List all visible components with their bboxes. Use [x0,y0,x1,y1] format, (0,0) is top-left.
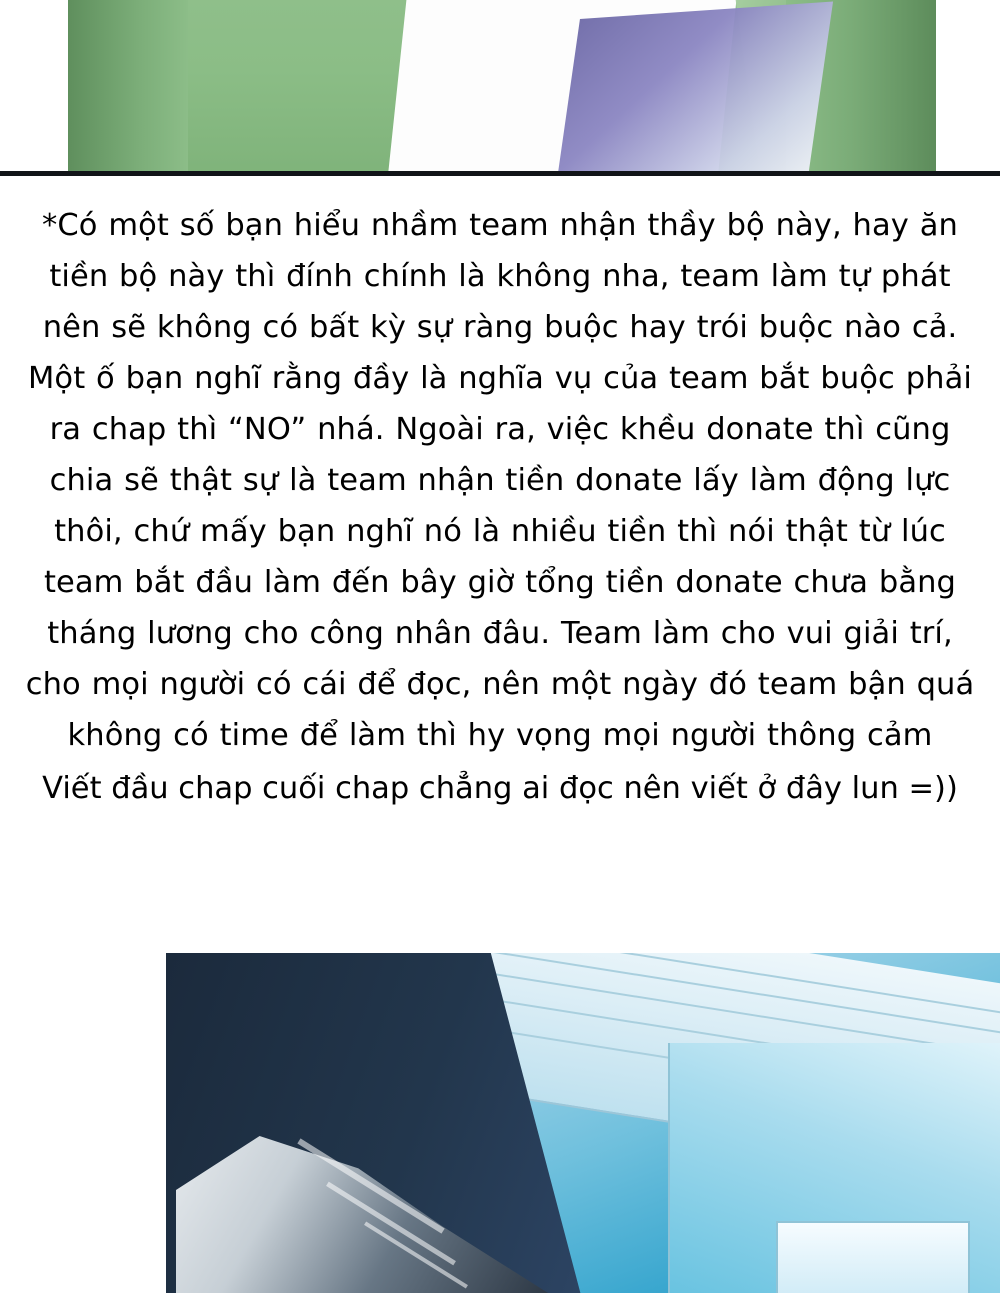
bottom-panel-wall [668,1043,1000,1293]
translator-note [0,182,1000,942]
translator-note-paragraph: *Có một số bạn hiểu nhầm team nhận thầy bộ này, hay ăn tiền bộ này thì đính chính là không nha, team làm tự phát nên sẽ không có bất kỳ sự ràng buộc hay trói buộc nào cả. Một ố bạn nghĩ rằng đầy là nghĩa vụ của team bắt buộc phải ra chap thì “NO” nhá. Ngoài ra, việc khều donate thì cũng chia sẽ thật sự là team nhận tiền donate lấy làm động lực thôi, chứ mấy bạn nghĩ nó là nhiều tiền thì nói thật từ lúc team bắt đầu làm đến bây giờ tổng tiền donate chưa bằng tháng lương cho công nhân đâu. Team làm cho vui giải trí, cho mọi người có cái để đọc, nên một ngày đó team bận quá không có time để làm thì hy vọng mọi người thông cảm [25,208,975,753]
top-panel-bottom-edge [0,171,1000,176]
ceiling-beam-2 [466,953,1000,1037]
top-panel-shadow-right [786,0,936,176]
bottom-panel-artwork [166,953,1000,1293]
top-panel-shadow-left [68,0,188,176]
comic-panel-top [0,0,1000,176]
bottom-panel-window [776,1221,970,1293]
top-panel-artwork [68,0,936,176]
comic-panel-bottom [0,940,1000,1293]
translator-note-closing-line: Viết đầu chap cuối chap chẳng ai đọc nên viết ở đây lun =)) [42,771,958,806]
